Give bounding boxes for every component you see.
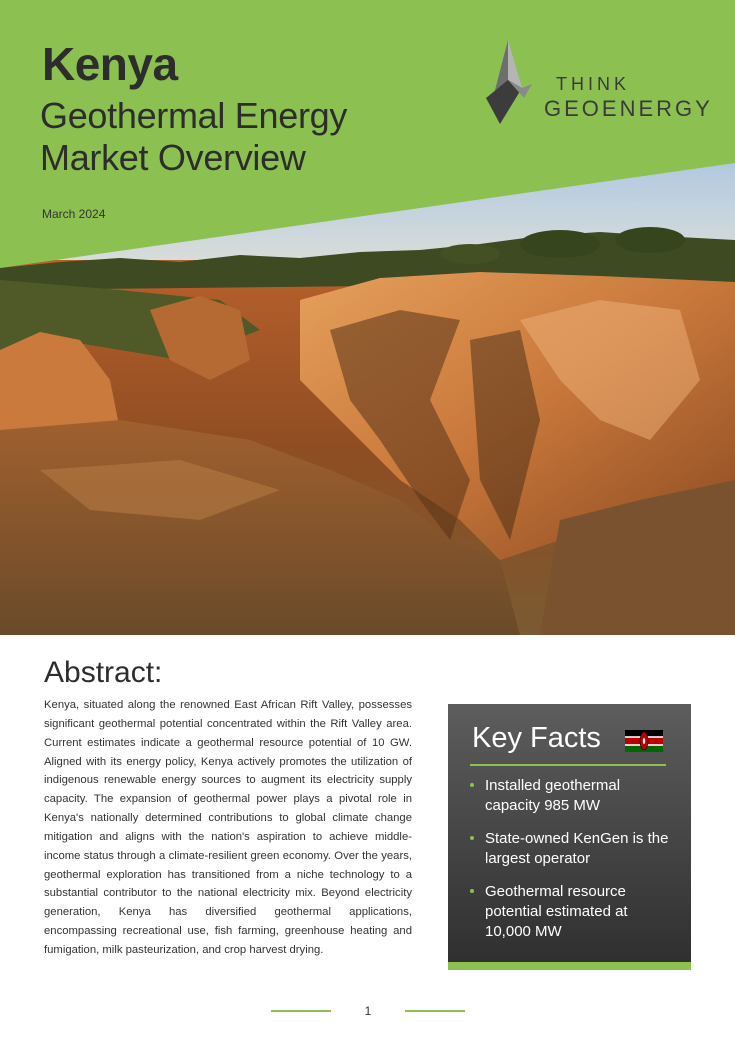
key-facts-divider — [470, 764, 666, 766]
logo-text-geoenergy: GEOENERGY — [544, 96, 713, 121]
publication-date: March 2024 — [42, 207, 106, 221]
bullet-icon — [470, 889, 474, 893]
key-fact-text: State-owned KenGen is the largest operator — [485, 830, 669, 867]
key-fact-text: Geothermal resource potential estimated at 10,000 MW — [485, 883, 628, 940]
key-facts-heading: Key Facts — [472, 722, 601, 754]
page-title: Kenya — [42, 38, 178, 90]
bullet-icon — [470, 783, 474, 787]
footer-divider-left — [271, 1010, 331, 1012]
thinkgeoenergy-logo — [486, 40, 713, 126]
key-fact-text: Installed geothermal capacity 985 MW — [485, 777, 621, 814]
page-number: 1 — [364, 1004, 372, 1018]
page-subtitle-line1: Geothermal Energy — [40, 95, 348, 136]
bullet-icon — [470, 836, 474, 840]
key-facts-accent-bar — [448, 962, 691, 970]
arrow-mountain-logo-icon — [486, 40, 538, 126]
kenya-flag-icon — [625, 730, 663, 752]
abstract-body: Kenya, situated along the renowned East African Rift Valley, possesses significant geothermal potential concentrated within the Rift Valley area. Current estimates indicate a geothermal resource potential of 10 GW. Aligned with its energy policy, Kenya actively promotes the utilization of indigenous renewable energy sources to augment its electricity supply capacity. The expansion of geothermal power plays a pivotal role in Kenya's nationally determined contributions to global climate change mitigation and aligns with the nation's aspiration to achieve middle-income status through a climate-resilient green economy. Over the years, geothermal exploration has transitioned from a niche technology to a substantial contributor to the national electricity mix. Beyond electricity generation, Kenya has diversified geothermal applications, encompassing recreational use, fish farming, greenhouse heating and fumigation, milk pasteurization, and crop harvest drying. — [44, 699, 412, 956]
key-facts-panel — [448, 704, 691, 970]
page-subtitle-line2: Market Overview — [40, 137, 306, 178]
abstract-heading: Abstract: — [44, 656, 163, 689]
logo-text-think: THINK — [556, 74, 630, 94]
footer-divider-right — [405, 1010, 465, 1012]
